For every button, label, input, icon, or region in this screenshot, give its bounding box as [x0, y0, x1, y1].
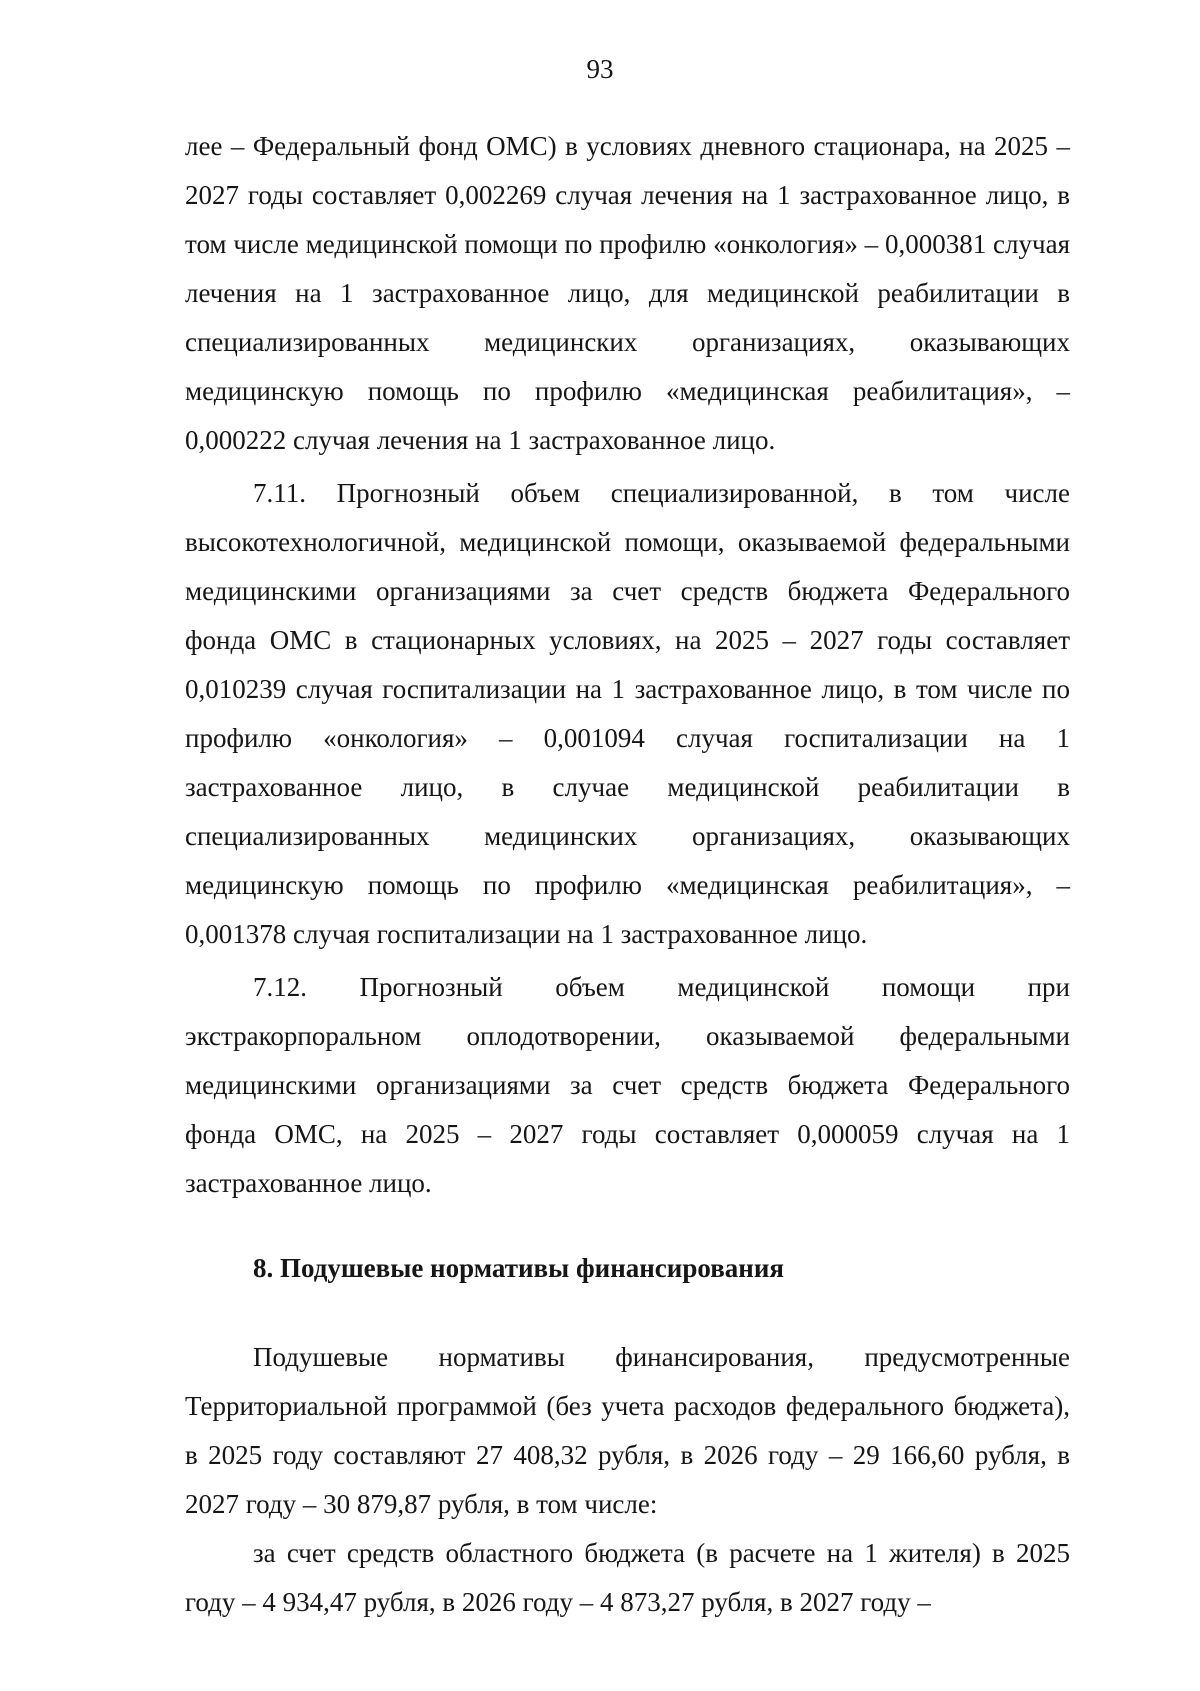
paragraph-continuation: лее – Федеральный фонд ОМС) в условиях дневного стационара, на 2025 – 2027 годы составляет 0,002269 случая лечения на 1 застрахованное лицо, в том числе медицинской помощи по профилю «онкология» – 0,000381 случая лечения на 1 застрахованное лицо, для медицинской реабилитации в специализированных медицинских организациях, оказывающих медицинскую помощь по профилю «медицинская реабилитация», – 0,000222 случая лечения на 1 застрахованное лицо. [185, 131, 1070, 455]
page-number: 93 [586, 54, 614, 84]
paragraph-regional-budget: за счет средств областного бюджета (в расчете на 1 жителя) в 2025 году – 4 934,47 рубля, в 2026 году – 4 873,27 рубля, в 2027 году – [185, 1538, 1070, 1617]
section-heading: 8. Подушевые нормативы финансирования [253, 1253, 784, 1283]
paragraph-per-capita-norms: Подушевые нормативы финансирования, предусмотренные Территориальной программой (без учета расходов федерального бюджета), в 2025 году составляют 27 408,32 рубля, в 2026 году – 29 166,60 рубля, в 2027 году – 30 879,87 рубля, в том числе: [185, 1342, 1070, 1519]
page-content [185, 122, 1070, 1627]
paragraph-7-12: 7.12. Прогнозный объем медицинской помощи при экстракорпоральном оплодотворении, оказываемой федеральными медицинскими организациями за счет средств бюджета Федерального фонда ОМС, на 2025 – 2027 годы составляет 0,000059 случая на 1 застрахованное лицо. [185, 972, 1070, 1198]
paragraph-7-11: 7.11. Прогнозный объем специализированной, в том числе высокотехнологичной, медицинской помощи, оказываемой федеральными медицинскими организациями за счет средств бюджета Федерального фонда ОМС в стационарных условиях, на 2025 – 2027 годы составляет 0,010239 случая госпитализации на 1 застрахованное лицо, в том числе по профилю «онкология» – 0,001094 случая госпитализации на 1 застрахованное лицо, в случае медицинской реабилитации в специализированных медицинских организациях, оказывающих медицинскую помощь по профилю «медицинская реабилитация», – 0,001378 случая госпитализации на 1 застрахованное лицо. [185, 478, 1070, 949]
